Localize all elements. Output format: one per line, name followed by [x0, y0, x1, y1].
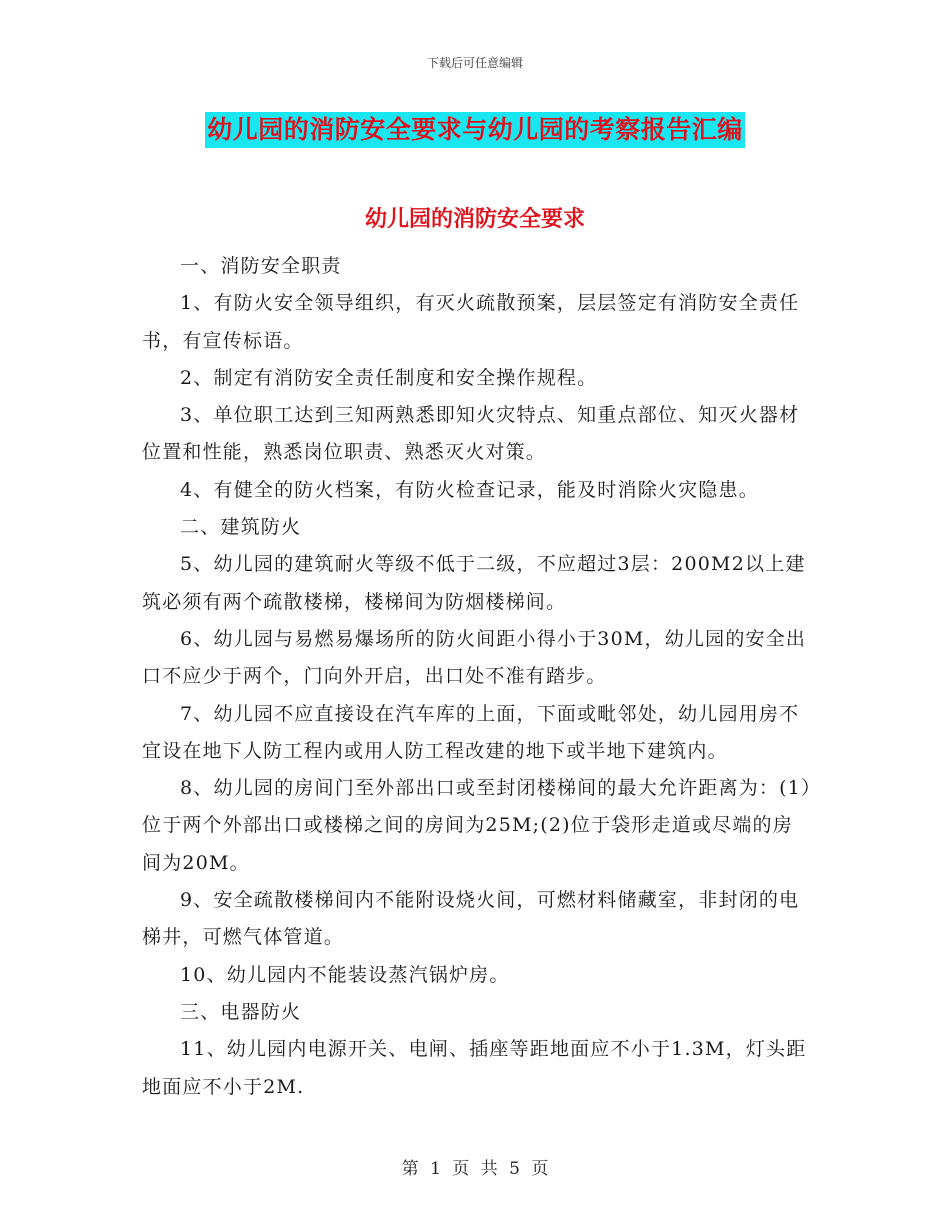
document-title-text: 幼儿园的消防安全要求与幼儿园的考察报告汇编 [205, 112, 745, 148]
paragraph: 11、幼儿园内电源开关、电闸、插座等距地面应不小于1.3M，灯头距地面应不小于2M. [142, 1038, 807, 1098]
paragraph: 1、有防火安全领导组织，有灭火疏散预案，层层签定有消防安全责任书，有宣传标语。 [142, 292, 800, 352]
paragraph: 4、有健全的防火档案，有防火检查记录，能及时消除火灾隐患。 [180, 478, 759, 501]
section-title: 幼儿园的消防安全要求 [364, 206, 585, 232]
paragraph: 6、幼儿园与易燃易爆场所的防火间距小得小于30M，幼儿园的安全出口不应少于两个，门向外开启，出口处不准有踏步。 [142, 627, 807, 688]
paragraph: 10、幼儿园内不能装设蒸汽锅炉房。 [180, 963, 510, 986]
page-number-footer: 第 1 页 共 5 页 [401, 1159, 549, 1179]
document-title [0, 112, 950, 148]
paragraph: 二、建筑防火 [180, 516, 302, 539]
paragraph: 9、安全疏散楼梯间内不能附设烧火间，可燃材料储藏室，非封闭的电梯井，可燃气体管道。 [142, 889, 800, 949]
paragraph: 2、制定有消防安全责任制度和安全操作规程。 [180, 366, 598, 389]
document-body [142, 248, 812, 1106]
paragraph: 一、消防安全职责 [180, 255, 342, 277]
paragraph: 8、幼儿园的房间门至外部出口或至封闭楼梯间的最大允许距离为：(1）位于两个外部出口或楼梯之间的房间为25M;(2)位于袋形走道或尽端的房间为20M。 [142, 777, 812, 874]
paragraph: 5、幼儿园的建筑耐火等级不低于二级，不应超过3层：200M2以上建筑必须有两个疏散楼梯，楼梯间为防烟楼梯间。 [142, 553, 806, 613]
page-header-note: 下载后可任意编辑 [426, 56, 523, 70]
paragraph: 7、幼儿园不应直接设在汽车库的上面，下面或毗邻处，幼儿园用房不宜设在地下人防工程内或用人防工程改建的地下或半地下建筑内。 [142, 702, 800, 762]
paragraph: 三、电器防火 [180, 1000, 302, 1023]
paragraph: 3、单位职工达到三知两熟悉即知火灾特点、知重点部位、知灭火器材位置和性能，熟悉岗位职责、熟悉灭火对策。 [142, 404, 800, 464]
